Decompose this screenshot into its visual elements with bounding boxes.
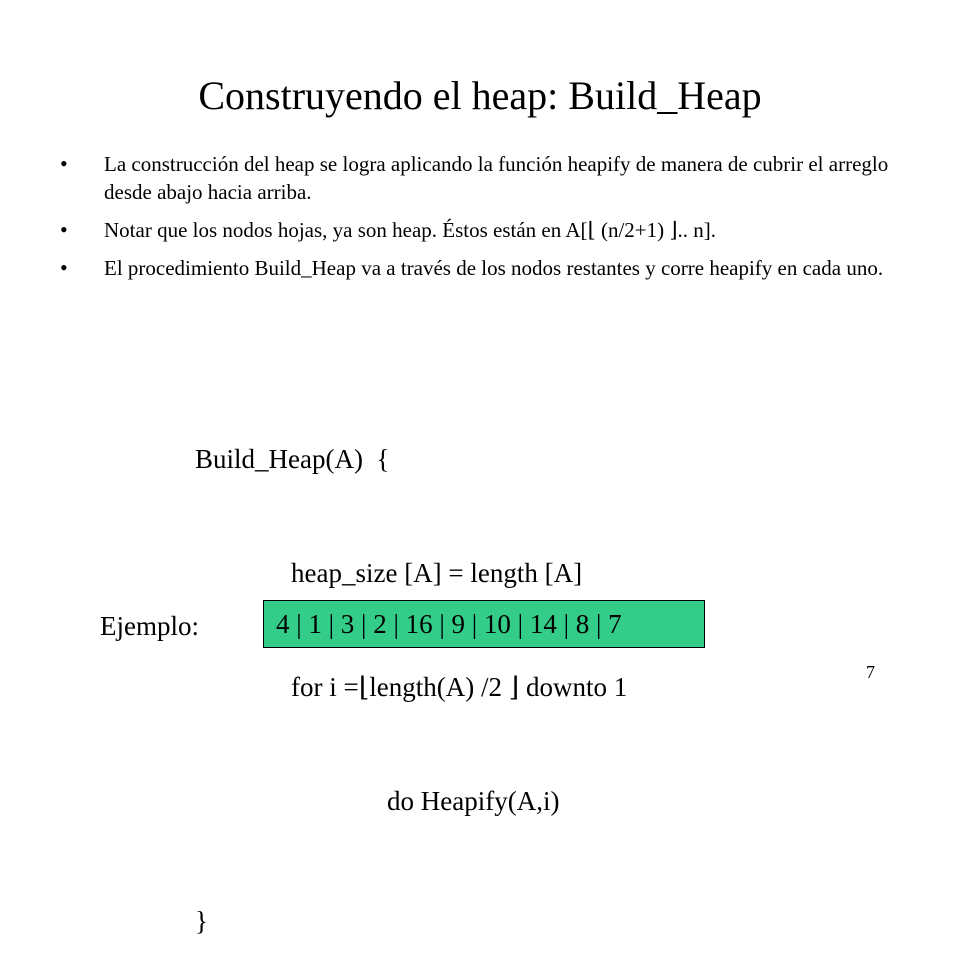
code-line-heap-size: heap_size [A] = length [A] xyxy=(291,558,583,588)
code-line-signature: Build_Heap(A) { xyxy=(195,444,390,474)
slide-title: Construyendo el heap: Build_Heap xyxy=(198,73,762,118)
bullet-item xyxy=(60,254,900,282)
bullet-item xyxy=(60,216,900,244)
bullet-item xyxy=(60,150,900,206)
example-label: Ejemplo: xyxy=(100,611,199,641)
page-number: 7 xyxy=(866,662,875,682)
bullet-text: La construcción del heap se logra aplicando la función heapify de manera de cubrir el arreglo desde abajo hacia arriba. xyxy=(104,152,889,204)
bullet-icon: • xyxy=(60,217,68,242)
example-array-box: 4 | 1 | 3 | 2 | 16 | 9 | 10 | 14 | 8 | 7 xyxy=(263,600,705,648)
bullet-list xyxy=(60,150,900,292)
code-line-close-brace: } xyxy=(195,906,208,936)
code-line-for-loop: for i =⌊length(A) /2 ⌋ downto 1 xyxy=(291,672,628,702)
bullet-icon: • xyxy=(60,151,68,176)
bullet-text: El procedimiento Build_Heap va a través de los nodos restantes y corre heapify en cada uno. xyxy=(104,256,884,280)
bullet-text: Notar que los nodos hojas, ya son heap. Éstos están en A[⌊ (n/2+1) ⌋.. n]. xyxy=(104,218,717,242)
bullet-icon: • xyxy=(60,255,68,280)
pseudocode-block xyxy=(195,364,627,978)
code-line-heapify: do Heapify(A,i) xyxy=(387,786,560,816)
